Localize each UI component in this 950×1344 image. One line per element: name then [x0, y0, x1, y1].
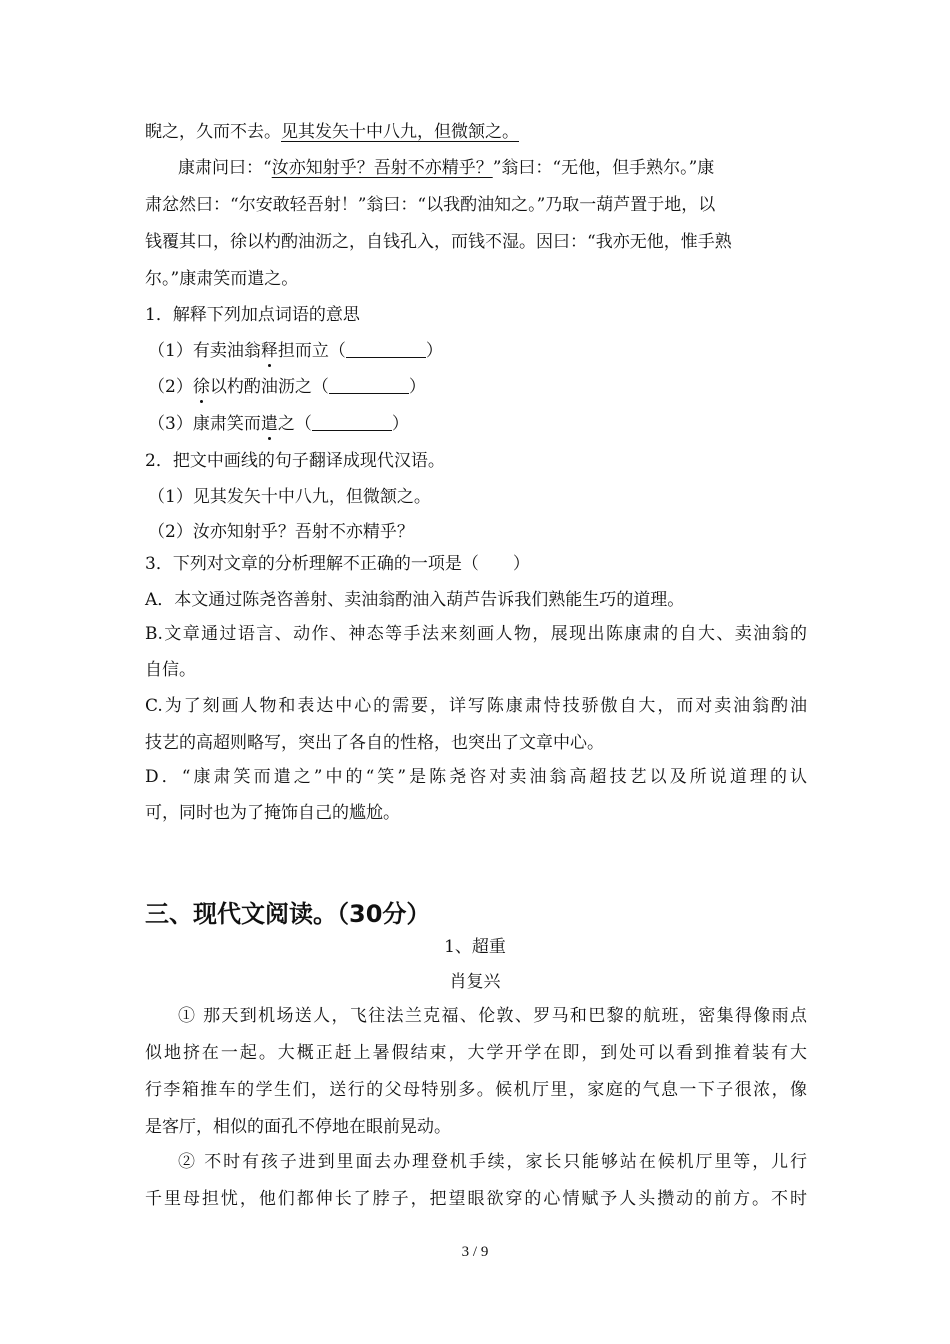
option-c-line-2: 技艺的高超则略写，突出了各自的性格，也突出了文章中心。: [145, 733, 604, 753]
section-title: 三、现代文阅读。（30分）: [145, 900, 431, 928]
passage-line: 肃忿然曰：“尔安敢轻吾射！”翁曰：“以我酌油知之。”乃取一葫芦置于地，以: [145, 195, 716, 215]
passage-text: 康肃问曰：“: [178, 158, 272, 178]
dotted-word: 遣: [260, 414, 278, 434]
answer-blank[interactable]: [329, 377, 409, 394]
article-author: 肖复兴: [449, 972, 501, 992]
question-2-item-1: （1）见其发矢十中八九，但微颔之。: [148, 487, 431, 507]
item-text: （1）有卖油翁: [148, 341, 261, 361]
dotted-word: 释: [260, 341, 278, 361]
passage-text: 睨之，久而不去。: [145, 122, 281, 142]
article-paragraph-line: 似地挤在一起。大概正赶上暑假结束，大学开学在即，到处可以看到推着装有大: [145, 1043, 807, 1063]
question-1-item-1: [148, 340, 443, 362]
article-paragraph-line: 千里母担忧，他们都伸长了脖子，把望眼欲穿的心情赋予人头攒动的前方。不时: [145, 1189, 807, 1209]
option-b-line-1: B.文章通过语言、动作、神态等手法来刻画人物，展现出陈康肃的自大、卖油翁的: [145, 624, 807, 644]
underlined-sentence: 汝亦知射乎？吾射不亦精乎？: [271, 158, 493, 178]
question-2-title: 2．把文中画线的句子翻译成现代汉语。: [145, 451, 445, 471]
item-text: ）: [408, 377, 426, 397]
question-2-item-2: （2）汝亦知射乎？吾射不亦精乎？: [148, 522, 414, 542]
article-paragraph-line: ① 那天到机场送人，飞往法兰克福、伦敦、罗马和巴黎的航班，密集得像雨点: [178, 1006, 807, 1026]
passage-line: 钱覆其口，徐以杓酌油沥之，自钱孔入，而钱不湿。因曰：“我亦无他，惟手熟: [145, 232, 732, 252]
item-text: ）: [425, 341, 443, 361]
article-paragraph-line: 行李箱推车的学生们，送行的父母特别多。候机厅里，家庭的气息一下子很浓，像: [145, 1080, 807, 1100]
passage-line: [145, 121, 519, 143]
passage-text: ”翁曰：“无他，但手熟尔。”康: [492, 158, 715, 178]
item-text: 以杓酌油沥之（: [209, 377, 329, 397]
option-b-line-2: 自信。: [145, 660, 196, 680]
page-number: 3 / 9: [461, 1244, 489, 1260]
item-text: 之（: [277, 414, 312, 434]
option-d-line-2: 可，同时也为了掩饰自己的尴尬。: [145, 803, 400, 823]
option-d-line-1: D．“康肃笑而遣之”中的“笑”是陈尧咨对卖油翁高超技艺以及所说道理的认: [145, 767, 807, 787]
article-paragraph-line: ② 不时有孩子进到里面去办理登机手续，家长只能够站在候机厅里等，儿行: [178, 1152, 807, 1172]
item-text: ）: [391, 414, 409, 434]
passage-line: [178, 157, 714, 179]
article-paragraph-line: 是客厅，相似的面孔不停地在眼前晃动。: [145, 1117, 451, 1137]
question-1-item-2: [148, 376, 426, 398]
question-1-item-3: [148, 413, 409, 435]
answer-blank[interactable]: [346, 341, 426, 358]
passage-line: 尔。”康肃笑而遣之。: [145, 269, 299, 289]
answer-blank[interactable]: [312, 414, 392, 431]
item-text: （2）: [148, 377, 193, 397]
question-1-title: 1．解释下列加点词语的意思: [145, 305, 360, 325]
article-title: 1、超重: [444, 937, 506, 957]
question-3-title: 3．下列对文章的分析理解不正确的一项是（ ）: [145, 554, 530, 574]
dotted-word: 徐: [192, 377, 210, 397]
option-c-line-1: C.为了刻画人物和表达中心的需要，详写陈康肃恃技骄傲自大，而对卖油翁酌油: [145, 696, 807, 716]
option-a: A．本文通过陈尧咨善射、卖油翁酌油入葫芦告诉我们熟能生巧的道理。: [145, 590, 685, 610]
underlined-sentence: 见其发矢十中八九，但微颔之。: [281, 122, 519, 142]
item-text: （3）康肃笑而: [148, 414, 261, 434]
item-text: 担而立（: [277, 341, 346, 361]
